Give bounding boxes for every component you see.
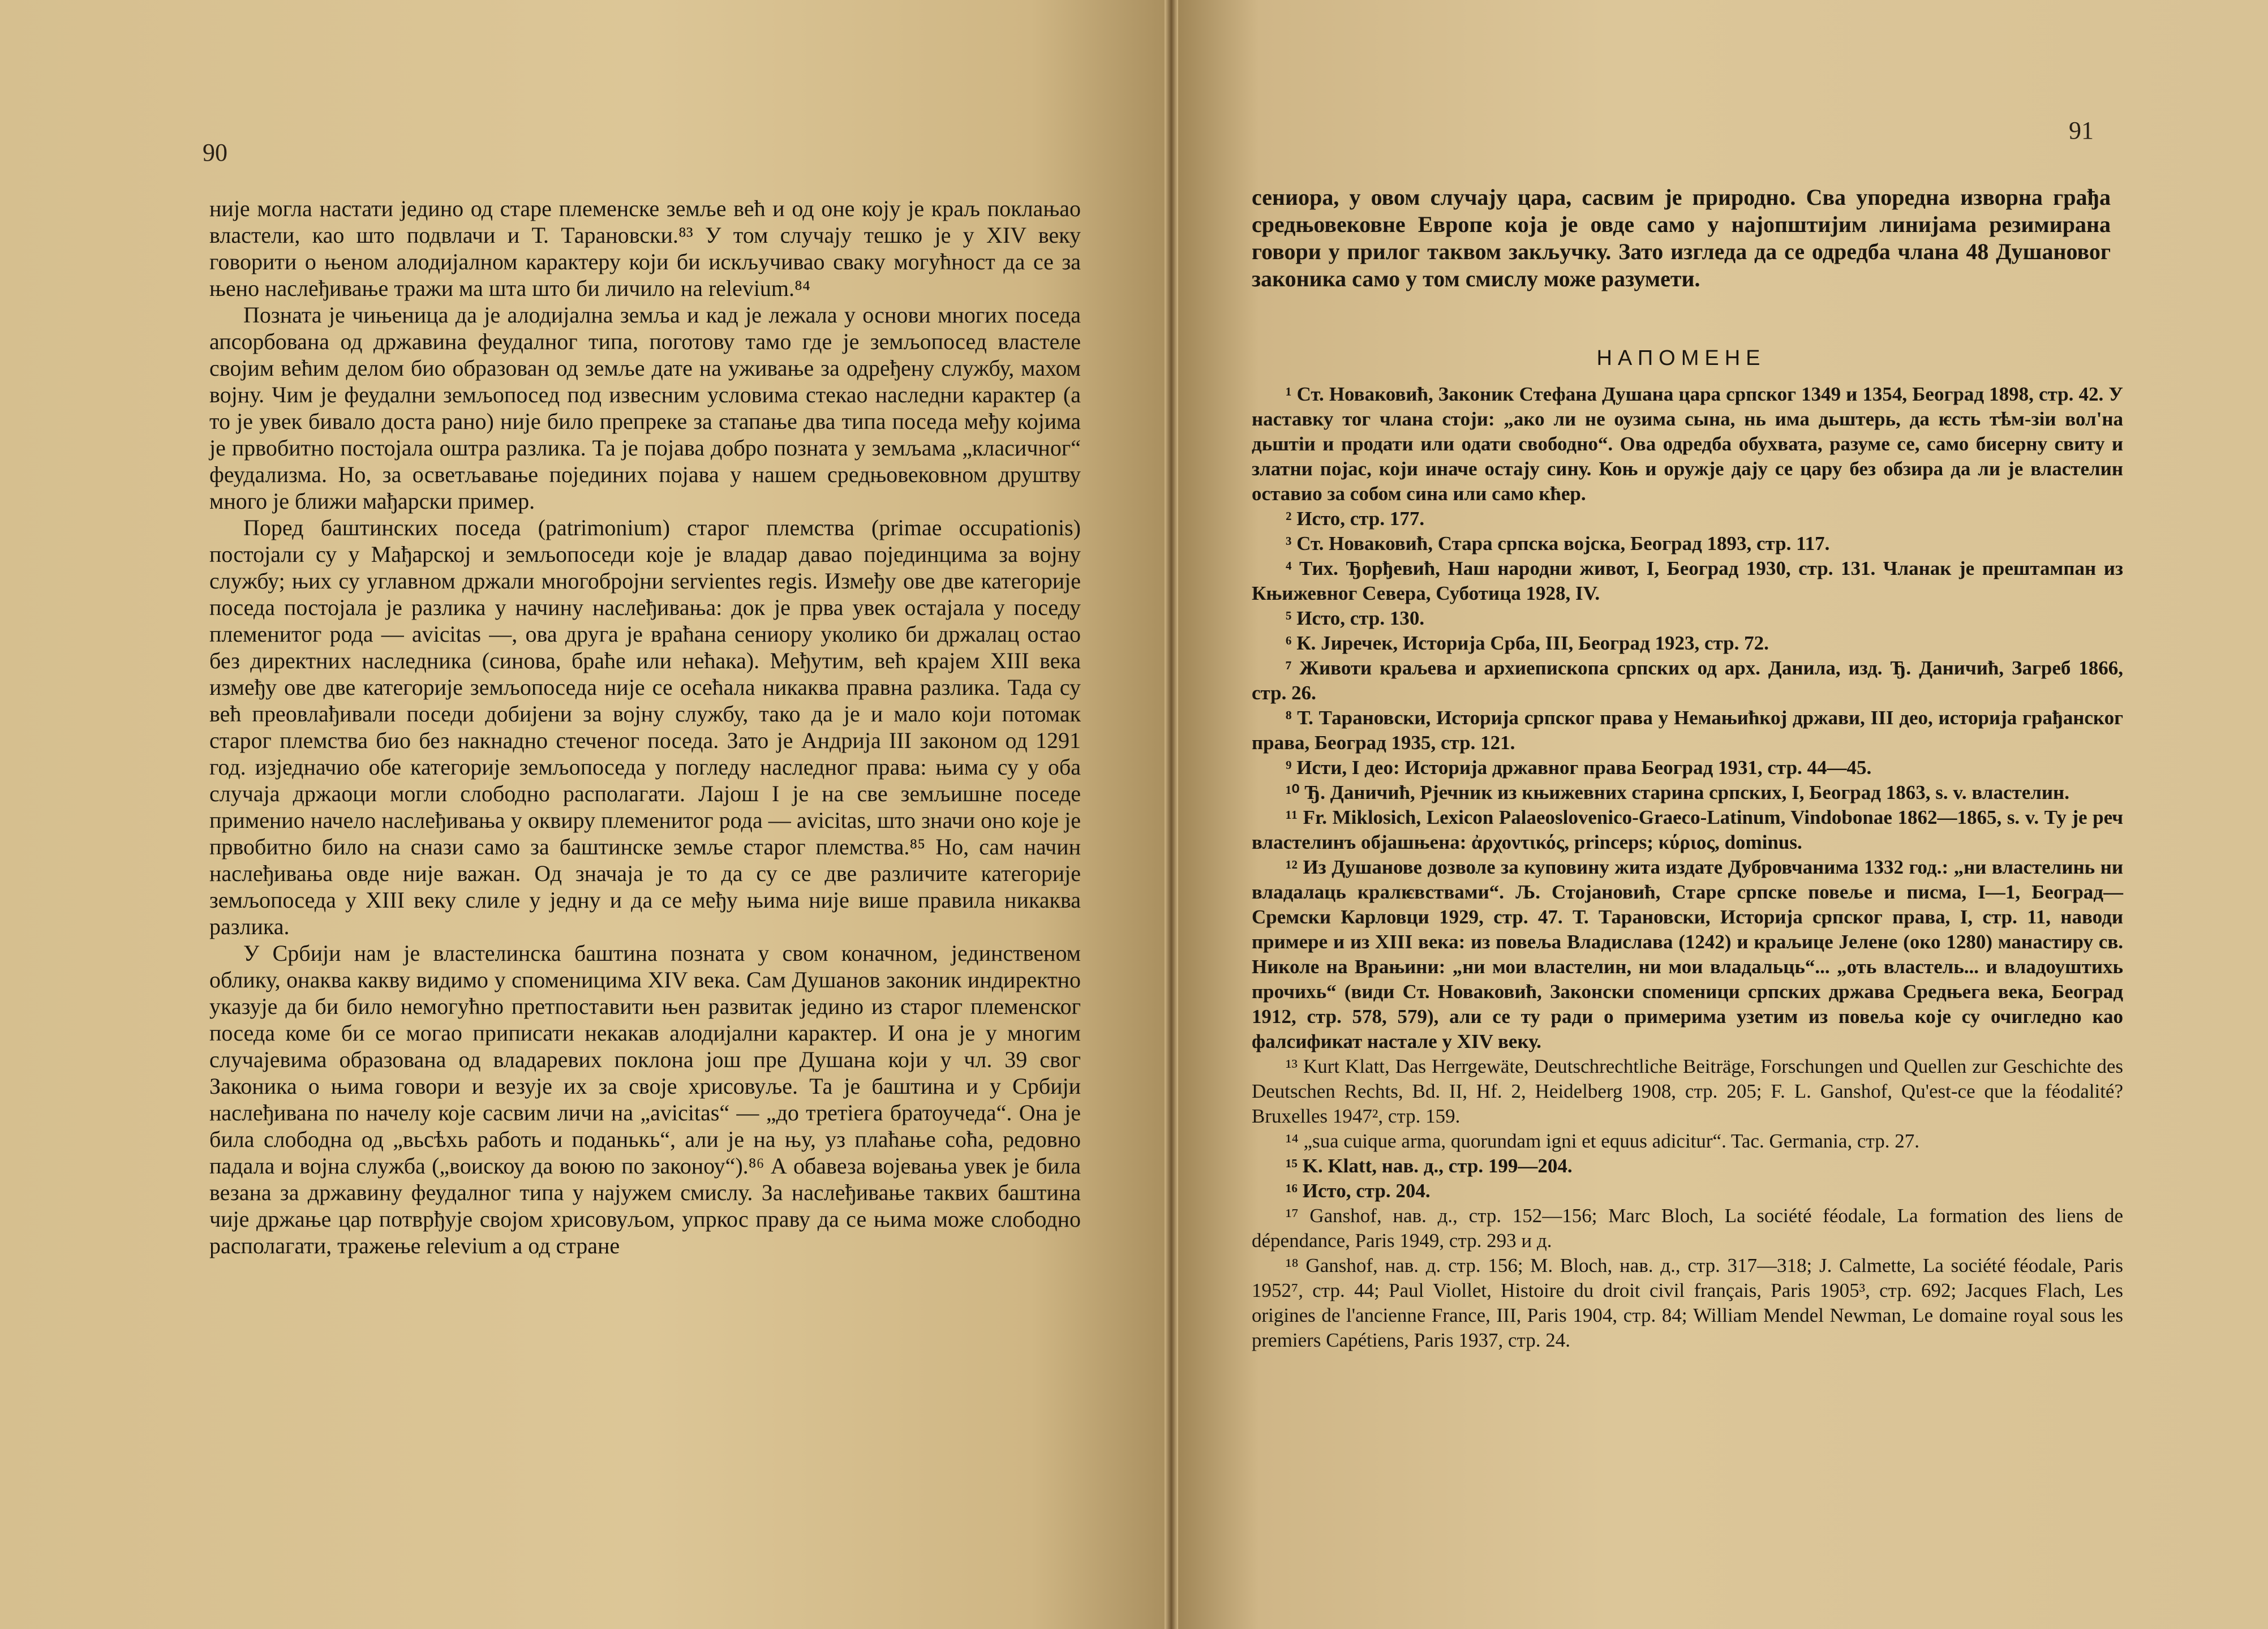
page-number-left: 90 <box>203 139 227 166</box>
footnote: ⁶ К. Јиречек, Историја Срба, III, Београд 1923, стр. 72. <box>1286 632 1769 654</box>
footnote: ¹² Из Душанове дозволе за куповину жита издате Дубровчанима 1332 год.: „ни властелинь ни владалаць кралѥвствами“. Љ. Стојановић, Старе српске повеље и писма, I—1, Београд—Сремски Карловци 1929, стр. 47. Т. Тарановски, Историја српског права, I, стр. 11, наводи примере и из XIII века: из повеља Владислава (1242) и краљице Јелене (око 1280) манастиру св. Николе на Врањини: „ни мои властелин, ни мои владальць“... „оть властель... и владоуштихь прочихь“ (види Ст. Новаковић, Законски споменици српских држава Средњега века, Београд 1912, стр. 578, 579), али се ту ради о примерима узетим из повеља које су очигледно као фалсификат настале у XIV веку. <box>1252 856 2123 1052</box>
footnote: ¹ Ст. Новаковић, Законик Стефана Душана цара српског 1349 и 1354, Београд 1898, стр. 42. У наставку тог члана стоји: „ако ли не оузима сына, нь има дьштерь, да ѥсть тѣм-зіи вол'на дьштіи и продати или одати свободно“. Ова одредба обухвата, разуме се, само бисерну свиту и златни појас, који иначе остају сину. Коњ и оружје дају се цару без обзира да ли је властелин оставио за собом сина или само кћер. <box>1252 383 2123 505</box>
notes-heading: НАПОМЕНЕ <box>1596 346 1766 370</box>
paragraph: У Србији нам је властелинска баштина позната у свом коначном, јединственом облику, онаква какву видимо у споменицима XIV века. Сам Душанов законик индиректно указује да би било немогућно претпоставити њен развитак једино из старог племенског поседа коме би се могао приписати некакав алодијални карактер. И она је у многим случајевима образована од владаревих поклона још пре Душана који у чл. 39 свог Законика о њима говори и везује их за своје хрисовуље. Та је баштина и у Србији наслеђивана по начелу које сасвим личи на „avicitas“ — „до третіега братоучеда“. Она је била слободна од „вьсѣхь работь и поданькь“, али је на њу, уз плаћање соћа, редовно падала и војна служба („воискоу да воюю по законоу“).⁸⁶ А обавеза војевања увек је била везана за државину феудалног типа у најужем смислу. За наслеђивање таквих баштина чије држање цар потврђује својом хрисовуљом, упркос праву да се њима може слободно располагати, тражење relevium а од стране <box>209 940 1081 1258</box>
footnote: ¹³ Kurt Klatt, Das Herrgewäte, Deutschrechtliche Beiträge, Forschungen und Quellen zur Geschichte des Deutschen Rechts, Bd. II, Hf. 2, Heidelberg 1908, стр. 205; F. L. Ganshof, Qu'est-ce que la féodalité? Bruxelles 1947², стр. 159. <box>1252 1055 2123 1127</box>
page-number-right: 91 <box>2069 117 2094 144</box>
footnote: ¹⁴ „sua cuique arma, quorundam igni et equus adicitur“. Tac. Germania, стр. 27. <box>1286 1130 1919 1152</box>
footnotes-list <box>1252 382 2123 1353</box>
footnote: ¹¹ Fr. Miklosich, Lexicon Palaeoslovenico-Graeco-Latinum, Vindobonae 1862—1865, s. v. Ту је реч властелинъ објашњена: ἀρχοντικός, princeps; κύριος, dominus. <box>1252 806 2123 853</box>
footnote: ⁸ Т. Тарановски, Историја српског права у Немањићкој држави, III део, историја грађанског права, Београд 1935, стр. 121. <box>1252 707 2123 754</box>
paragraph: Позната је чињеница да је алодијална земља и кад је лежала у основи многих поседа апсорбована од државина феудалног типа, поготову тамо где је земљопосед властеле својим већим делом био образован од земље дате на уживање за одређену службу, махом војну. Чим је феудални земљопосед под извесним условима стекао наследни карактер (а то је увек бивало доста рано) није било препреке за стапање два типа поседа међу којима је првобитно постојала оштра разлика. Та је појава добро позната у земљама „класичног“ феудализма. Но, за осветљавање појединих појава у нашем средњовековном друштву много је ближи мађарски пример. <box>209 302 1081 514</box>
footnote: ⁴ Тих. Ђорђевић, Наш народни живот, I, Београд 1930, стр. 131. Чланак је прештампан из Књижевног Севера, Суботица 1928, IV. <box>1252 557 2123 604</box>
footnote: ⁷ Животи краљева и архиепископа српских од арх. Данила, изд. Ђ. Даничић, Загреб 1866, стр. 26. <box>1252 657 2123 704</box>
paragraph: није могла настати једино од старе племенске земље већ и од оне коју је краљ поклањао властели, као што подвлачи и Т. Тарановски.⁸³ У том случају тешко је у XIV веку говорити о њеном алодијалном карактеру који би искључивао сваку могућност да се за њено наслеђивање тражи ма шта што би личило на relevium.⁸⁴ <box>209 196 1081 301</box>
footnote: ¹⁷ Ganshof, нав. д., стр. 152—156; Marc Bloch, La société féodale, La formation des liens de dépendance, Paris 1949, стр. 293 и д. <box>1252 1205 2123 1252</box>
footnote: ¹⁵ K. Klatt, нав. д., стр. 199—204. <box>1286 1155 1573 1177</box>
footnote: ² Исто, стр. 177. <box>1286 508 1425 530</box>
paragraph: Поред баштинских поседа (patrimonium) старог племства (primae occupationis) постојали су у Мађарској и земљопоседи које је владар давао појединцима за војну службу; њих су углавном држали многобројни servientes regis. Између ове две категорије поседа постојала је разлика у начину наслеђивања: док је прва увек остајала у поседу племенитог рода — avicitas —, ова друга је враћана сениору уколико би држалац остао без директних наследника (синова, браће или нећака). Међутим, већ крајем XIII века између ове две категорије земљопоседа није се осећала никаква правна разлика. Тада су већ преовлађивали поседи добијени за војну службу, тако да је и мало који потомак старог племства био без накнадно стеченог поседа. Зато је Андрија III законом од 1291 год. изједначио обе категорије земљопоседа у погледу наследног права: њима су у оба случаја држаоци могли слободно располагати. Лајош I је на све земљишне поседе применио начело наслеђивања у оквиру племенитог рода — avicitas, што значи оно које је првобитно било на снази само за баштинске земље старог племства.⁸⁵ Но, сам начин наслеђивања овде није важан. Од значаја је то да су се две различите категорије земљопоседа у XIII веку слиле у једну и да се међу њима није више правила никаква разлика. <box>209 515 1081 939</box>
right-page-intro <box>1252 184 2111 293</box>
footnote: ⁹ Исти, I део: Историја државног права Београд 1931, стр. 44—45. <box>1286 757 1872 779</box>
left-page-body <box>209 195 1081 1259</box>
book-gutter <box>1165 0 1178 1629</box>
footnote: ³ Ст. Новаковић, Стара српска војска, Београд 1893, стр. 117. <box>1286 532 1830 555</box>
footnote: ¹⁸ Ganshof, нав. д. стр. 156; M. Bloch, нав. д., стр. 317—318; J. Calmette, La société féodale, Paris 1952⁷, стр. 44; Paul Viollet, Histoire du droit civil français, Paris 1905³, стр. 692; Jacques Flach, Les origines de l'ancienne France, III, Paris 1904, стр. 84; William Mendel Newman, Le domaine royal sous les premiers Capétiens, Paris 1937, стр. 24. <box>1252 1254 2123 1351</box>
footnote: ¹⁰ Ђ. Даничић, Рјечник из књижевних старина српских, I, Београд 1863, s. v. властелин. <box>1286 781 2069 803</box>
footnote: ⁵ Исто, стр. 130. <box>1286 607 1425 629</box>
footnote: ¹⁶ Исто, стр. 204. <box>1286 1180 1431 1202</box>
paragraph: сениора, у овом случају цара, сасвим је природно. Сва упоредна изворна грађа средњовековне Европе која је овде само у најопштијим линијама резимирана говори у прилог таквом закључку. Зато изгледа да се одредба члана 48 Душановог законика само у том смислу може разумети. <box>1252 184 2111 291</box>
